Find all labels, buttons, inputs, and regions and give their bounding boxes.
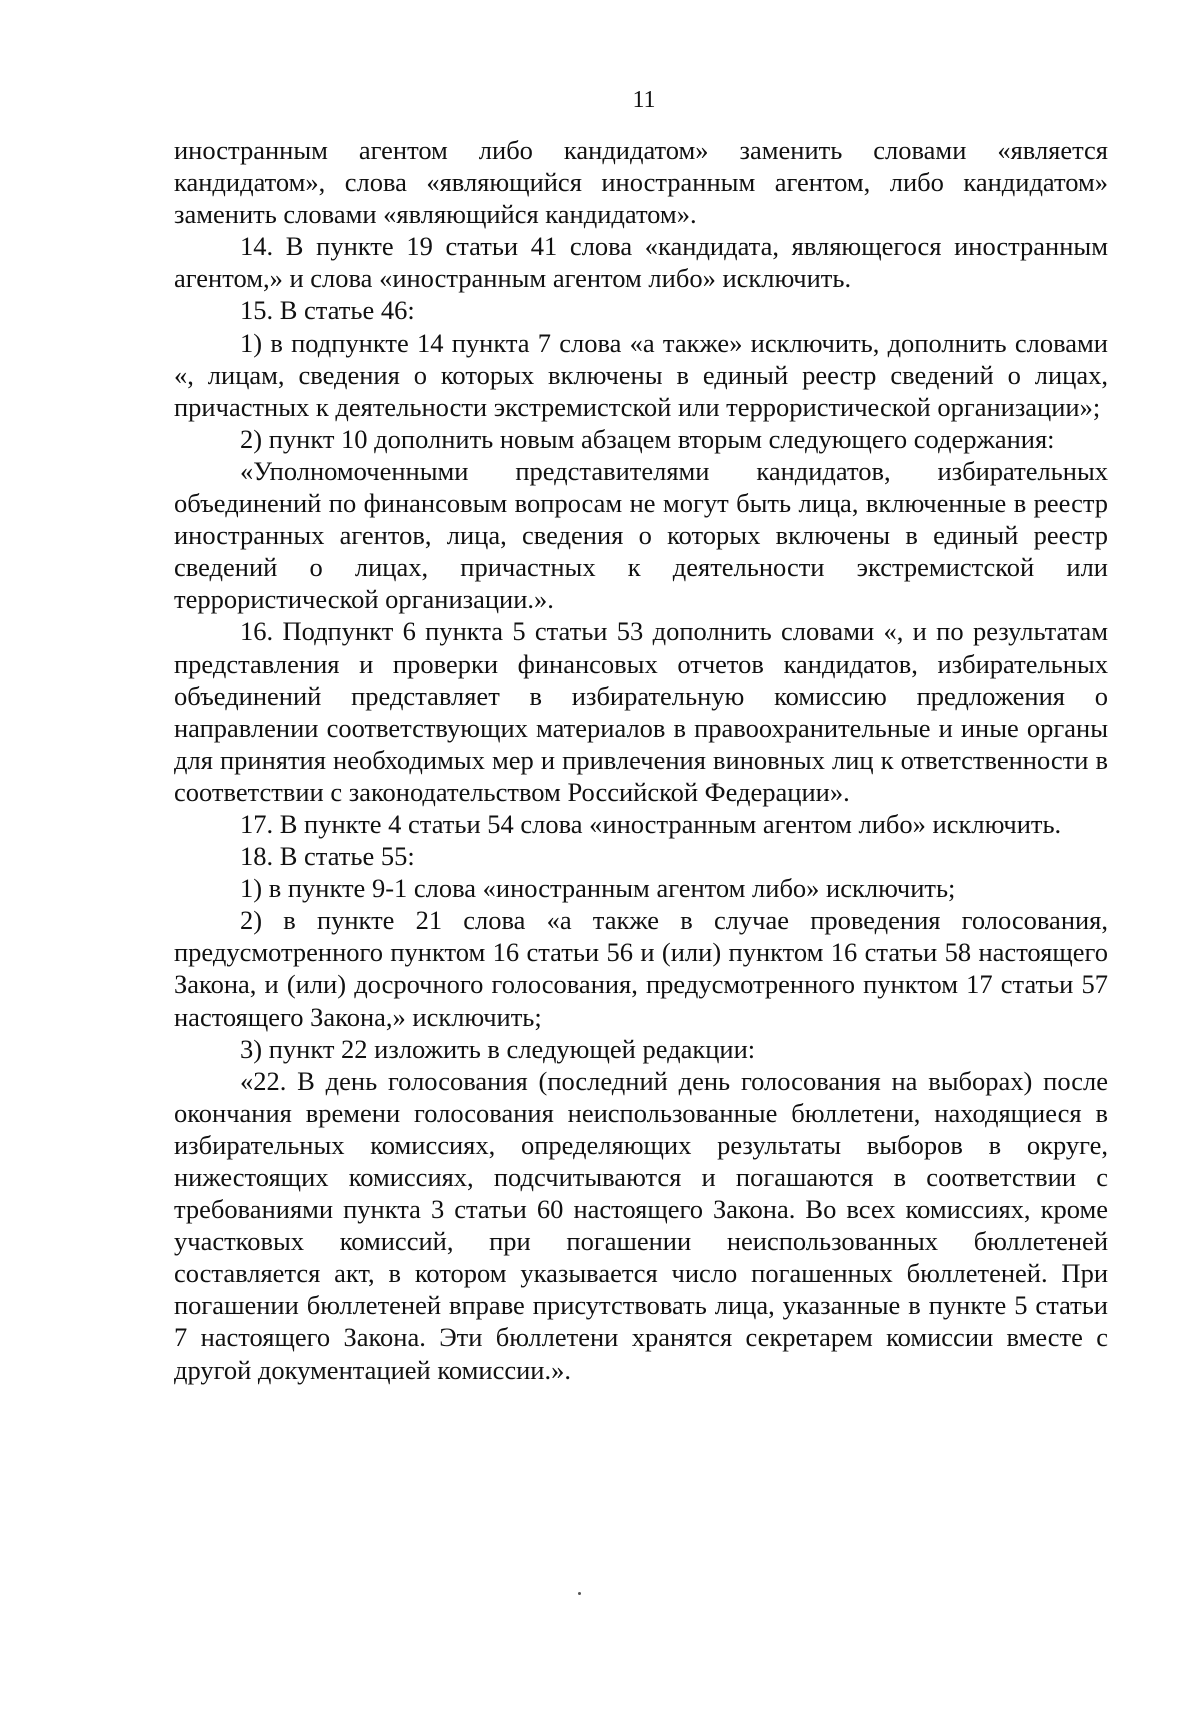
paragraph-quote-item-22: «22. В день голосования (последний день голосования на выборах) после окончания времени голосования неиспользованные бюллетени, находящиеся в избирательных комиссиях, определяющих результаты выборов в округе, нижестоящих комиссиях, подсчитываются и погашаются в соответствии с требованиями пункта 3 статьи 60 настоящего Закона. Во всех комиссиях, кроме участковых комиссий, при погашении неиспользованных бюллетеней составляется акт, в котором указывается число погашенных бюллетеней. При погашении бюллетеней вправе присутствовать лица, указанные в пункте 5 статьи 7 настоящего Закона. Эти бюллетени хранятся секретарем комиссии вместе с другой документацией комиссии.». (174, 1065, 1108, 1385)
paragraph-item-15-2: 2) пункт 10 дополнить новым абзацем вторым следующего содержания: (240, 423, 1055, 454)
paragraph-item-18-1: 1) в пункте 9-1 слова «иностранным агентом либо» исключить; (240, 873, 956, 904)
paragraph-item-18: 18. В статье 55: (240, 841, 415, 872)
paragraph-item-17: 17. В пункте 4 статьи 54 слова «иностранным агентом либо» исключить. (240, 808, 1062, 839)
paragraph-item-16: 16. Подпункт 6 пункта 5 статьи 53 дополнить словами «, и по результатам представления и проверки финансовых отчетов кандидатов, избирательных объединений представляет в избирательную комиссию предложения о направлении соответствующих материалов в правоохранительные и иные органы для принятия необходимых мер и привлечения виновных лиц к ответственности в соответствии с законодательством Российской Федерации». (174, 616, 1108, 807)
page-number: 11 (632, 87, 656, 113)
paragraph-item-15-1: 1) в подпункте 14 пункта 7 слова «а также» исключить, дополнить словами «, лицам, сведения о которых включены в единый реестр сведений о лицах, причастных к деятельности экстремистской или террористической организации»; (174, 327, 1108, 422)
paragraph-continuation: иностранным агентом либо кандидатом» заменить словами «является кандидатом», слова «являющийся иностранным агентом, либо кандидатом» заменить словами «являющийся кандидатом». (174, 135, 1108, 230)
document-body (174, 134, 1108, 1386)
scan-speck (578, 1592, 581, 1595)
paragraph-quote-representatives: «Уполномоченными представителями кандидатов, избирательных объединений по финансовым вопросам не могут быть лица, включенные в реестр иностранных агентов, лица, сведения о которых включены в единый реестр сведений о лицах, причастных к деятельности экстремистской или террористической организации.». (174, 455, 1108, 615)
paragraph-item-18-2: 2) в пункте 21 слова «а также в случае проведения голосования, предусмотренного пунктом 16 статьи 56 и (или) пунктом 16 статьи 58 настоящего Закона, и (или) досрочного голосования, предусмотренного пунктом 17 статьи 57 настоящего Закона,» исключить; (174, 905, 1108, 1032)
paragraph-item-15: 15. В статье 46: (240, 295, 415, 326)
paragraph-item-18-3: 3) пункт 22 изложить в следующей редакции: (240, 1033, 756, 1064)
paragraph-item-14: 14. В пункте 19 статьи 41 слова «кандидата, являющегося иностранным агентом,» и слова «иностранным агентом либо» исключить. (174, 231, 1108, 294)
